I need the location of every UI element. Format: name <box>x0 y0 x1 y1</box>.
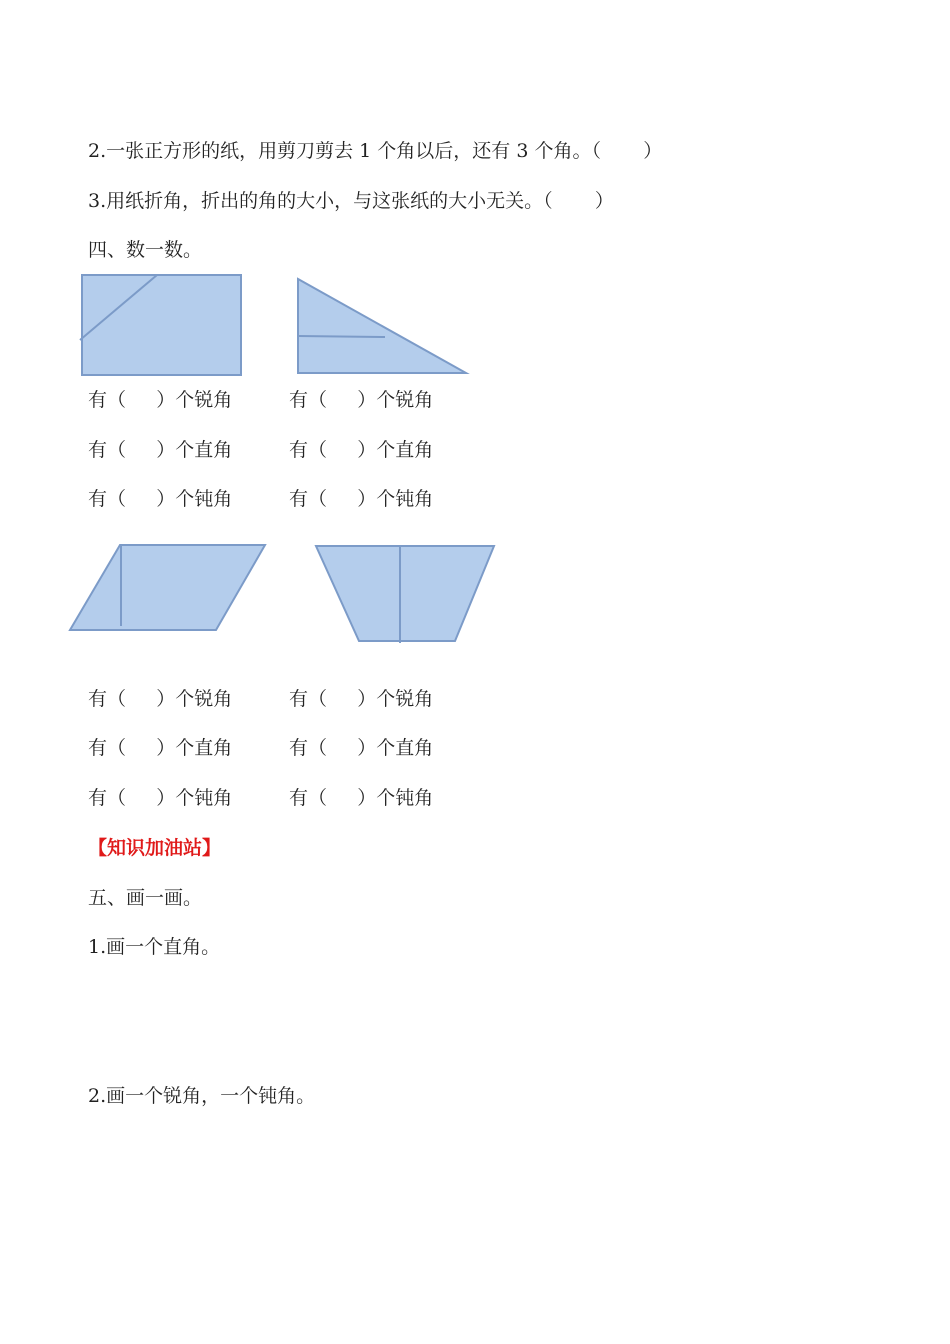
answers-row2-line1-b: 有（ ）个锐角 <box>289 688 434 710</box>
answers-row2-line2-a: 有（ ）个直角 <box>88 737 233 759</box>
trapezoid-figure <box>316 546 494 643</box>
answers-row1-line1-b: 有（ ）个锐角 <box>289 389 434 411</box>
answers-row2-line3-a: 有（ ）个钝角 <box>88 787 233 809</box>
answers-row2-line1-a: 有（ ）个锐角 <box>88 688 233 710</box>
section-5-question-2: 2.画一个锐角，一个钝角。 <box>88 1085 316 1107</box>
answers-row1-line3-b: 有（ ）个钝角 <box>289 488 434 510</box>
answers-row2-line3-b: 有（ ）个钝角 <box>289 787 434 809</box>
answers-row1-line2-b: 有（ ）个直角 <box>289 439 434 461</box>
section-5-title: 五、画一画。 <box>88 887 203 909</box>
answers-row1-line1-a: 有（ ）个锐角 <box>88 389 233 411</box>
question-2: 2.一张正方形的纸，用剪刀剪去 1 个角以后，还有 3 个角。（ ） <box>88 140 663 162</box>
knowledge-station-title: 【知识加油站】 <box>88 837 222 859</box>
section-5-question-1: 1.画一个直角。 <box>88 936 221 958</box>
section-4-title: 四、数一数。 <box>88 239 203 261</box>
answers-row2-line2-b: 有（ ）个直角 <box>289 737 434 759</box>
question-3: 3.用纸折角，折出的角的大小，与这张纸的大小无关。（ ） <box>88 190 614 212</box>
answers-row1-line2-a: 有（ ）个直角 <box>88 439 233 461</box>
parallelogram-figure <box>70 545 265 630</box>
figures-row-2 <box>0 0 950 650</box>
answers-row1-line3-a: 有（ ）个钝角 <box>88 488 233 510</box>
